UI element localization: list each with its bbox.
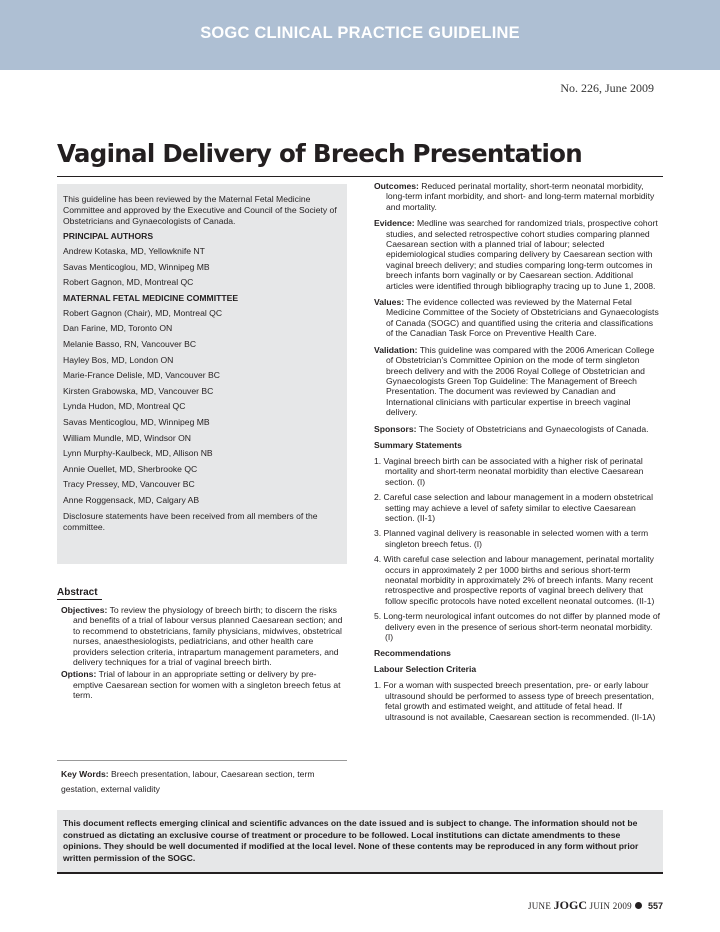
- summary-statement: 5. Long-term neurological infant outcomes do not differ by planned mode of delivery even in the presence of serious short-term neonatal morbidity. (I): [374, 611, 661, 643]
- summary-statement: 4. With careful case selection and labour management, perinatal mortality occurs in approximately 2 per 1000 births and serious short-term neonatal morbidity in approximately 2% of breech infants. Many recent retrospective and prospective reports of vaginal breech delivery that follow specific protocols have noted excellent neonatal outcomes. (II-1): [374, 554, 655, 606]
- committee-member: Dan Farine, MD, Toronto ON: [63, 323, 173, 334]
- evidence: [374, 218, 660, 291]
- abstract-rule: [57, 599, 102, 600]
- values-text: The evidence collected was reviewed by the Maternal Fetal Medicine Committee of the Society of Obstetricians and Gynaecologists of Canada (SOGC) and quantified using the criteria and classifications of the Canadian Task Force on Preventive Health Care.: [386, 297, 659, 339]
- committee-member: Savas Menticoglou, MD, Winnipeg MB: [63, 416, 210, 427]
- committee-member: Lynda Hudon, MD, Montreal QC: [63, 401, 186, 412]
- header-banner: [0, 0, 720, 70]
- validation: [374, 345, 660, 418]
- committee-member: Kirsten Grabowska, MD, Vancouver BC: [63, 385, 214, 396]
- outcomes: [374, 181, 660, 212]
- right-column: [374, 181, 660, 727]
- validation-text: This guideline was compared with the 2006 American College of Obstetrician’s Committee Opinion on the mode of term singleton breech delivery and with the 2006 Royal College of Obstetrician and Gynaecologists Green Top Guideline: The Management of Breech Presentation. The document was reviewed by Canadian and International clinicians with particular expertise in breech vaginal delivery.: [386, 344, 655, 418]
- committee-member: Annie Ouellet, MD, Sherbrooke QC: [63, 463, 198, 474]
- recommendations-heading: Recommendations: [374, 648, 451, 659]
- committee-member: Marie-France Delisle, MD, Vancouver BC: [63, 370, 220, 381]
- recommendation: 1. For a woman with suspected breech presentation, pre- or early labour ultrasound should be performed to assess type of breech presentation, fetal growth and estimated weight, and attitude of fetal head. If ultrasound is not available, Caesarean section is recommended. (II-1A): [374, 680, 656, 722]
- page-number: 557: [647, 901, 663, 911]
- title-rule: [57, 176, 663, 177]
- review-statement: This guideline has been reviewed by the Maternal Fetal Medicine Committee and approved by the Executive and Council of the Society of Obstetricians and Gynaecologists of Canada.: [63, 194, 337, 226]
- sponsors-text: The Society of Obstetricians and Gynaecologists of Canada.: [418, 423, 649, 434]
- options-text: Trial of labour in an appropriate setting or delivery by pre-emptive Caesarean section for women with a singleton breech fetus at term.: [73, 669, 341, 701]
- disclaimer-notice: This document reflects emerging clinical and scientific advances on the date issued and is subject to change. The information should not be construed as dictating an exclusive course of treatment or procedure to be followed. Local institutions can dictate amendments to these opinions. They should be well documented if modified at the local level. None of these contents may be reproduced in any form without prior written permission of the SOGC.: [57, 810, 663, 874]
- disclosure-statement: Disclosure statements have been received from all members of the committee.: [63, 510, 318, 532]
- objectives-label: Objectives:: [61, 605, 108, 615]
- labour-selection-heading: Labour Selection Criteria: [374, 664, 477, 675]
- committee-member: Hayley Bos, MD, London ON: [63, 354, 174, 365]
- footer-juin: JUIN 2009: [589, 901, 632, 911]
- key-words: [61, 767, 347, 797]
- summary-heading: Summary Statements: [374, 439, 462, 450]
- authors-box: [57, 184, 347, 564]
- outcomes-label: Outcomes:: [374, 181, 419, 191]
- values: [374, 297, 660, 339]
- committee-member: Tracy Pressey, MD, Vancouver BC: [63, 479, 195, 490]
- sponsors: [374, 424, 660, 434]
- footer-june: JUNE: [527, 901, 552, 911]
- validation-label: Validation:: [374, 344, 418, 355]
- keywords-text: Breech presentation, labour, Caesarean section, term gestation, external validity: [61, 769, 315, 794]
- abstract-heading: Abstract: [57, 587, 98, 598]
- committee-member: William Mundle, MD, Windsor ON: [63, 432, 191, 443]
- keywords-label: Key Words:: [61, 769, 109, 779]
- summary-statement: 2. Careful case selection and labour management in a modern obstetrical setting may achieve a level of safety similar to elective Caesarean section. (II-1): [374, 492, 653, 523]
- author: Savas Menticoglou, MD, Winnipeg MB: [63, 261, 210, 272]
- committee-heading: MATERNAL FETAL MEDICINE COMMITTEE: [63, 292, 239, 303]
- page-footer: [528, 898, 663, 913]
- author: Andrew Kotaska, MD, Yellowknife NT: [63, 246, 205, 256]
- abstract-options: [61, 669, 345, 700]
- keywords-rule: [57, 760, 347, 761]
- banner-title: SOGC CLINICAL PRACTICE GUIDELINE: [200, 24, 520, 42]
- committee-member: Lynn Murphy-Kaulbeck, MD, Allison NB: [63, 448, 213, 459]
- evidence-text: Medline was searched for randomized trials, prospective cohort studies, and selected retrospective cohort studies comparing planned Caesarean section with a planned trial of labour; selected epidemiological studies comparing delivery by Caesarean section with vaginal breech delivery; and studies comparing long-term outcomes in breech infants born vaginally or by Caesarean section. Additional articles were identified through bibliography tracing up to June 1, 2008.: [386, 218, 658, 291]
- bullet-icon: [635, 902, 642, 909]
- journal-logo: JOGC: [553, 898, 587, 912]
- committee-member: Robert Gagnon (Chair), MD, Montreal QC: [63, 307, 223, 318]
- summary-statement: 3. Planned vaginal delivery is reasonable in selected women with a term singleton breech fetus. (I): [374, 528, 649, 549]
- abstract-body: [61, 605, 345, 703]
- objectives-text: To review the physiology of breech birth; to discern the risks and benefits of a trial of labour versus planned Caesarean section; and to recommend to obstetricians, family physicians, midwives, obstetrical nurses, anaesthesiologists, pediatricians, and other health care providers selection criteria, intrapartum management parameters, and delivery techniques for a trial of vaginal breech birth.: [73, 605, 343, 668]
- values-label: Values:: [374, 297, 405, 308]
- summary-statement: 1. Vaginal breech birth can be associated with a higher risk of perinatal mortality and short-term neonatal morbidity than elective Caesarean section. (I): [374, 455, 644, 487]
- sponsors-label: Sponsors:: [374, 423, 417, 434]
- issue-number: No. 226, June 2009: [560, 81, 654, 95]
- committee-member: Melanie Basso, RN, Vancouver BC: [63, 338, 197, 349]
- author: Robert Gagnon, MD, Montreal QC: [63, 277, 194, 288]
- options-label: Options:: [61, 669, 97, 680]
- principal-authors-heading: PRINCIPAL AUTHORS: [63, 231, 154, 241]
- committee-member: Anne Roggensack, MD, Calgary AB: [63, 494, 200, 505]
- outcomes-text: Reduced perinatal mortality, short-term neonatal morbidity, long-term infant morbidity, and short- and long-term maternal morbidity and mortality.: [386, 181, 655, 212]
- evidence-label: Evidence:: [374, 218, 415, 229]
- article-title: Vaginal Delivery of Breech Presentation: [57, 139, 583, 168]
- abstract-objectives: [61, 605, 345, 667]
